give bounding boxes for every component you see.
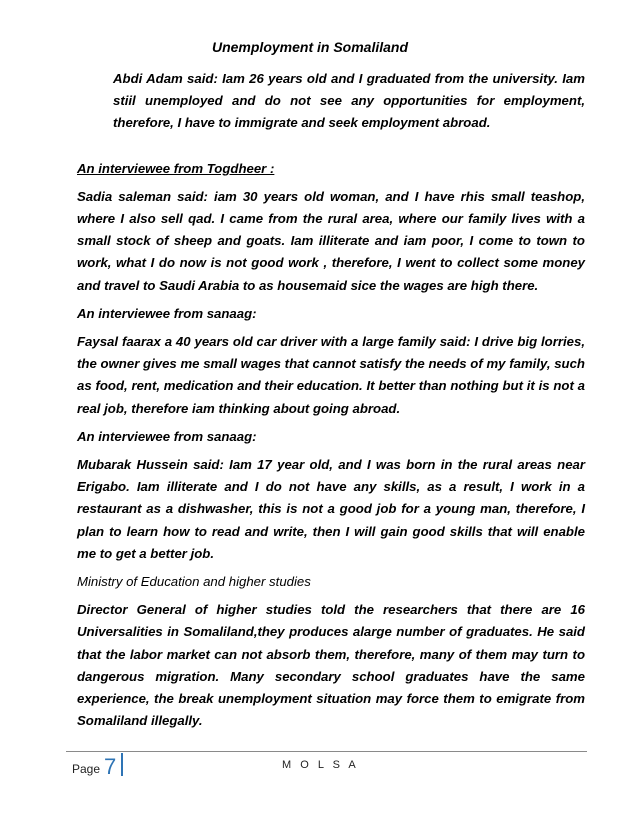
section-text-ministry: Director General of higher studies told the researchers that there are 16 Universalities in Somaliland,they produces alarge number of graduates. He said that the labor market can not absorb them, therefore, many of them may turn to dangerous migration. Many secondary school graduates have the same experience, the break unemployment situation may force them to emigrate from Somaliland illegally. <box>77 602 585 729</box>
section-text-togdheer: Sadia saleman said: iam 30 years old woman, and I have rhis small teashop, where I also sell qad. I came from the rural area, where our family lives with a small stock of sheep and goats. Iam illiterate and iam poor, I come to town to work, what I do now is not good work , therefore, I went to collect some money and travel to Saudi Arabia to as housemaid sice the wages are high there. <box>77 188 585 293</box>
footer-page-label: Page <box>72 762 101 776</box>
section-heading-ministry: Ministry of Education and higher studies <box>77 574 311 590</box>
section-heading-togdheer: An interviewee from Togdheer : <box>77 160 275 176</box>
opening-quote: Abdi Adam said: Iam 26 years old and I graduated from the university. Iam stiil unemployed and do not see any opportunities for employment, therefore, I have to immigrate and seek employment abroad. <box>113 71 585 131</box>
section-heading-sanaag-1: An interviewee from sanaag: <box>77 305 257 321</box>
section-text-sanaag-1: Faysal faarax a 40 years old car driver with a large family said: I drive big lorries, the owner gives me small wages that cannot satisfy the needs of my family, such as food, rent, medication and their education. It better than nothing but it is not a real job, therefore iam thinking about going abroad. <box>77 334 585 416</box>
page-title: Unemployment in Somaliland <box>211 39 409 55</box>
section-heading-sanaag-2: An interviewee from sanaag: <box>77 428 257 444</box>
footer-organization: M O L S A <box>282 759 359 771</box>
footer-rule <box>66 751 587 752</box>
document-body <box>77 68 585 732</box>
section-text-sanaag-2: Mubarak Hussein said: Iam 17 year old, and I was born in the rural areas near Erigabo. Iam illiterate and I do not have any skills, as a result, I work in a restaurant as a dishwasher, this is not a good job for a young man, therefore, I plan to learn how to read and write, then I will gain good skills that will enable me to get a better job. <box>77 457 585 561</box>
footer-page-number: 7 <box>104 754 117 779</box>
footer-divider-bar <box>121 753 123 776</box>
